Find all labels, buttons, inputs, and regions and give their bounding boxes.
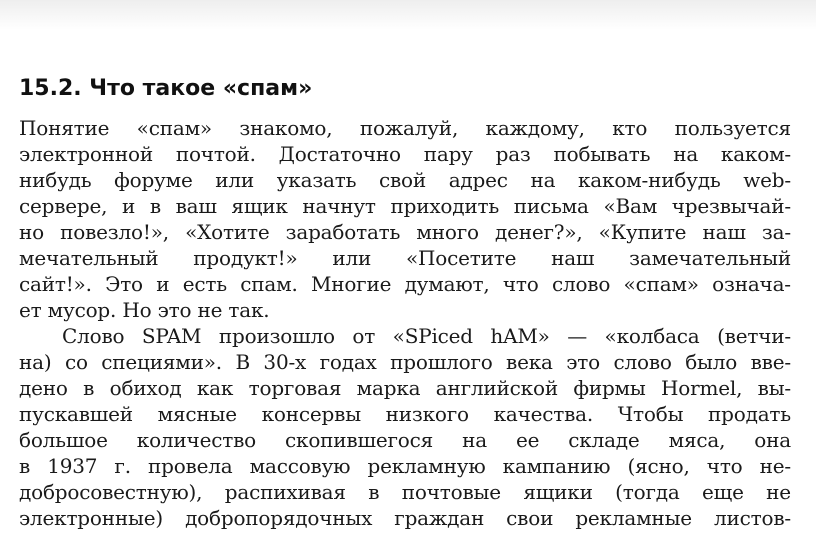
page-top-edge [0, 0, 816, 30]
text-line: большое количество скопившегося на ее складе мяса, она [19, 428, 791, 452]
text-line: мечательный продукт!» или «Посетите наш замечательный [19, 246, 791, 270]
text-line: Понятие «спам» знакомо, пожалуй, каждому, кто пользуется [19, 116, 791, 140]
section-heading: 15.2. Что такое «спам» [19, 76, 313, 101]
text-line: ет мусор. Но это не так. [19, 298, 270, 322]
text-line: дено в обиход как торговая марка английской фирмы Hormel, вы- [19, 376, 791, 400]
text-line: электронной почтой. Достаточно пару раз побывать на каком- [19, 142, 791, 166]
text-line: нибудь форуме или указать свой адрес на каком-нибудь web- [19, 168, 791, 192]
text-line: Слово SPAM произошло от «SPiced hAM» — «колбаса (ветчи- [62, 324, 791, 348]
text-line: добросовестную), распихивая в почтовые ящики (тогда еще не [19, 480, 791, 504]
text-line: пускавшей мясные консервы низкого качества. Чтобы продать [19, 402, 791, 426]
text-line: электронные) добропорядочных граждан свои рекламные листов- [19, 506, 791, 530]
text-line: в 1937 г. провела массовую рекламную кампанию (ясно, что не- [19, 454, 791, 478]
text-line: сервере, и в ваш ящик начнут приходить письма «Вам чрезвычай- [19, 194, 791, 218]
text-line: сайт!». Это и есть спам. Многие думают, что слово «спам» означа- [19, 272, 791, 296]
text-line: на) со специями». В 30-х годах прошлого века это слово было вве- [19, 350, 791, 374]
text-line: но повезло!», «Хотите заработать много денег?», «Купите наш за- [19, 220, 791, 244]
